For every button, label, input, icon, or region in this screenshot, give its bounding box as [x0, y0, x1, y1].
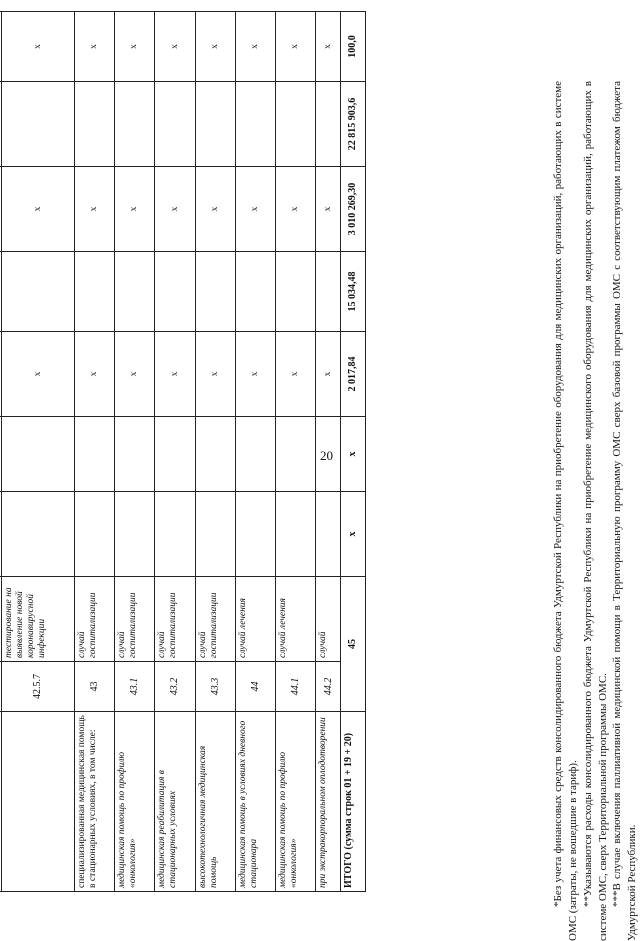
cell-c7 — [155, 252, 195, 332]
cell-unit: тестирование на выявление новой коронавирусной инфекции — [1, 577, 74, 662]
cell-c7 — [235, 252, 275, 332]
cell-c9 — [1, 82, 74, 167]
cell-c4 — [195, 492, 235, 577]
cell-unit: случай лечения — [235, 577, 275, 662]
cell-unit: случай госпитализации — [74, 577, 114, 662]
cell-c8: x — [235, 167, 275, 252]
cell-c5 — [195, 417, 235, 492]
cell-name: специализированная медицинская помощь в стационарных условиях, в том числе: — [74, 712, 114, 892]
cell-c5 — [74, 417, 114, 492]
cell-c9 — [195, 82, 235, 167]
cell-c9 — [316, 82, 341, 167]
cell-c5 — [276, 417, 316, 492]
cell-c4 — [276, 492, 316, 577]
cell-name: высокотехнологичная медицинская помощь — [195, 712, 235, 892]
cell-num: 43.1 — [115, 662, 155, 712]
cell-c9 — [276, 82, 316, 167]
cell-num: 42.5.7 — [1, 662, 74, 712]
table-row — [155, 12, 195, 892]
cell-name: медицинская помощь по профилю «онкология» — [276, 712, 316, 892]
cell-c4 — [316, 492, 341, 577]
cell-c9 — [235, 82, 275, 167]
cell-c7 — [74, 252, 114, 332]
cell-c10: x — [155, 12, 195, 82]
cell-c7 — [1, 252, 74, 332]
cell-c5 — [1, 417, 74, 492]
table-row — [235, 12, 275, 892]
cell-c7 — [115, 252, 155, 332]
footnote-3: ***В случае включения паллиативной медицинской помощи в Территориальную программу ОМС сверх базовой программы ОМС с соответствующим платежом бюджета Удмуртской Республики. — [611, 81, 639, 941]
cell-c6: x — [1, 332, 74, 417]
cell-unit: случай госпитализации — [195, 577, 235, 662]
cell-unit: случай лечения — [276, 577, 316, 662]
table-row — [115, 12, 155, 892]
cell-c8: x — [316, 167, 341, 252]
footnotes — [551, 81, 640, 941]
cell-c6: x — [74, 332, 114, 417]
total-cell-c6: 2 017,84 — [341, 332, 366, 417]
cell-unit: случай госпитализации — [155, 577, 195, 662]
cell-c9 — [155, 82, 195, 167]
total-cell-c9: 22 815 903,6 — [341, 82, 366, 167]
cell-c10: x — [316, 12, 341, 82]
cell-num: 44.1 — [276, 662, 316, 712]
cell-c5 — [115, 417, 155, 492]
cell-num: 43 — [74, 662, 114, 712]
table-row — [276, 12, 316, 892]
cell-c7 — [195, 252, 235, 332]
table-row — [74, 12, 114, 892]
cell-c7 — [316, 252, 341, 332]
cell-c10: x — [115, 12, 155, 82]
cell-c10: x — [235, 12, 275, 82]
cell-c8: x — [276, 167, 316, 252]
cell-c4 — [1, 492, 74, 577]
cell-c9 — [115, 82, 155, 167]
total-cell-c8: 3 010 269,30 — [341, 167, 366, 252]
cell-c4 — [155, 492, 195, 577]
total-cell-c10: 100,0 — [341, 12, 366, 82]
table-row — [195, 12, 235, 892]
footnote-2: **Указываются расходы консолидированного бюджета Удмуртской Республики на приобретение медицинского оборудования для медицинских организаций, работающих в системе ОМС, сверх Территориальной программы ОМС. — [581, 81, 609, 941]
cell-c8: x — [155, 167, 195, 252]
total-cell-c4: x — [341, 492, 366, 577]
cell-c6: x — [195, 332, 235, 417]
table-total-row — [341, 12, 366, 892]
cell-c8: x — [195, 167, 235, 252]
cell-num: 44 — [235, 662, 275, 712]
cell-c4 — [115, 492, 155, 577]
cell-num: 44.2 — [316, 662, 341, 712]
total-cell-name: ИТОГО (сумма строк 01 + 19 + 20) — [341, 712, 366, 892]
cell-name — [1, 712, 74, 892]
total-cell-num: 45 — [341, 577, 366, 712]
cell-c4 — [74, 492, 114, 577]
table-body — [0, 12, 366, 892]
cell-name: при экстракорпоральном оплодотворении — [316, 712, 341, 892]
cost-table — [0, 11, 366, 892]
cell-num: 43.3 — [195, 662, 235, 712]
cell-c4 — [235, 492, 275, 577]
cell-c6: x — [155, 332, 195, 417]
cell-c10: x — [276, 12, 316, 82]
cell-name: медицинская реабилитация в стационарных условиях — [155, 712, 195, 892]
cell-num: 43.2 — [155, 662, 195, 712]
cell-c9 — [74, 82, 114, 167]
rotated-table-container — [0, 12, 366, 892]
cell-c8: x — [74, 167, 114, 252]
footnote-1: *Без учета финансовых средств консолидированного бюджета Удмуртской Республики на приобретение оборудования для медицинских организаций, работающих в системе ОМС (затраты, не вошедшие в тариф). — [552, 81, 579, 941]
cell-unit: случай госпитализации — [115, 577, 155, 662]
cell-c6: x — [115, 332, 155, 417]
cell-c6: x — [316, 332, 341, 417]
cell-c10: x — [1, 12, 74, 82]
cell-name: медицинская помощь по профилю «онкология» — [115, 712, 155, 892]
cell-c5 — [155, 417, 195, 492]
cell-c10: x — [195, 12, 235, 82]
cell-name: медицинская помощь в условиях дневного стационара — [235, 712, 275, 892]
cell-c7 — [276, 252, 316, 332]
page-number: 20 — [320, 448, 333, 463]
cell-c5 — [235, 417, 275, 492]
cell-unit: случай — [316, 577, 341, 662]
total-cell-c5: x — [341, 417, 366, 492]
table-row — [316, 12, 341, 892]
cell-c6: x — [235, 332, 275, 417]
total-cell-c7: 15 034,48 — [341, 252, 366, 332]
cell-c8: x — [1, 167, 74, 252]
cell-c8: x — [115, 167, 155, 252]
table-row — [1, 12, 74, 892]
cell-c6: x — [276, 332, 316, 417]
cell-c5 — [316, 417, 341, 492]
cell-c10: x — [74, 12, 114, 82]
